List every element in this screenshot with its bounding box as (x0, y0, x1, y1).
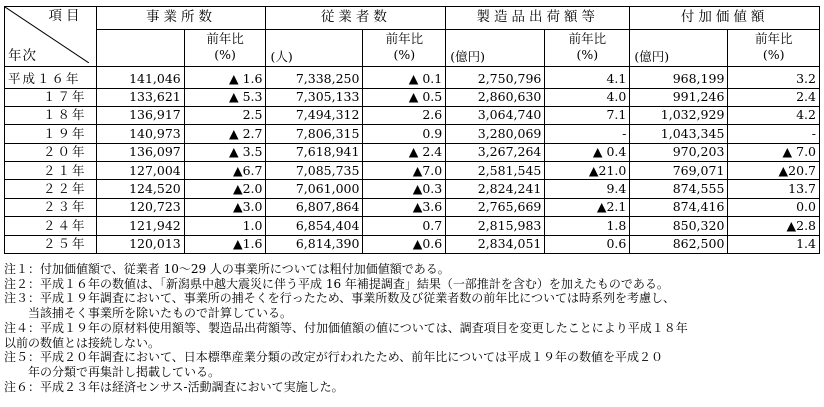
value-cell: 968,199 (630, 67, 728, 88)
value-cell: 3.2 (728, 67, 820, 88)
value-cell: 1.0 (184, 217, 266, 235)
value-cell: 7,806,315 (266, 125, 363, 143)
value-cell: 1,043,345 (630, 125, 728, 143)
value-cell: 7,085,735 (266, 162, 363, 180)
table-row (5, 143, 820, 161)
year-cell: 平成１６年 (5, 67, 97, 88)
subheader-yoy: 前年比 (%) (728, 30, 820, 67)
subheader-unit: (人) (266, 30, 363, 67)
value-cell: 136,097 (96, 143, 184, 161)
value-cell: 7.1 (545, 107, 630, 125)
subheader-unit (96, 30, 184, 67)
header-shipments: 製造品出荷額等 (446, 7, 630, 30)
value-cell: ▲20.7 (728, 162, 820, 180)
value-cell: 0.9 (363, 125, 446, 143)
value-cell: ▲21.0 (545, 162, 630, 180)
table-row (5, 88, 820, 106)
value-cell: 6,854,404 (266, 217, 363, 235)
value-cell: ▲ 0.4 (545, 143, 630, 161)
value-cell: 4.0 (545, 88, 630, 106)
value-cell: 120,013 (96, 235, 184, 253)
value-cell: ▲2.1 (545, 198, 630, 216)
value-cell: 0.0 (728, 198, 820, 216)
year-cell: ２５年 (5, 235, 97, 253)
value-cell: ▲ 0.5 (363, 88, 446, 106)
table-row (5, 235, 820, 253)
value-cell: 874,416 (630, 198, 728, 216)
value-cell: 2,815,983 (446, 217, 545, 235)
year-cell: ２２年 (5, 180, 97, 198)
value-cell: ▲ 5.3 (184, 88, 266, 106)
corner-year-label: 年次 (8, 47, 37, 64)
value-cell: 7,618,941 (266, 143, 363, 161)
value-cell: 120,723 (96, 198, 184, 216)
subheader-unit: (億円) (446, 30, 545, 67)
year-cell: ２０年 (5, 143, 97, 161)
corner-cell (5, 7, 97, 67)
value-cell: 1,032,929 (630, 107, 728, 125)
value-cell: 124,520 (96, 180, 184, 198)
value-cell: 991,246 (630, 88, 728, 106)
value-cell: ▲ 3.5 (184, 143, 266, 161)
value-cell: 2,765,669 (446, 198, 545, 216)
value-cell: 1.8 (545, 217, 630, 235)
header-establishments: 事業所数 (96, 7, 266, 30)
value-cell: ▲2.8 (728, 217, 820, 235)
value-cell: 3,280,069 (446, 125, 545, 143)
header-employees: 従業者数 (266, 7, 446, 30)
footnote-line: 注２：平成１６年の数値は、「新潟県中越大震災に伴う平成 16 年補提調査」結果（一部推計を含む）を加えたものである。 (4, 276, 669, 291)
subheader-yoy: 前年比 (%) (184, 30, 266, 67)
subheader-yoy: 前年比 (%) (363, 30, 446, 67)
value-cell: ▲ 1.6 (184, 67, 266, 88)
value-cell: 7,305,133 (266, 88, 363, 106)
value-cell: 6,807,864 (266, 198, 363, 216)
value-cell: ▲3.6 (363, 198, 446, 216)
value-cell: 2,860,630 (446, 88, 545, 106)
value-cell: 2,750,796 (446, 67, 545, 88)
value-cell: 133,621 (96, 88, 184, 106)
value-cell: 4.1 (545, 67, 630, 88)
value-cell: 862,500 (630, 235, 728, 253)
year-cell: １７年 (5, 88, 97, 106)
table-row (5, 198, 820, 216)
year-cell: ２３年 (5, 198, 97, 216)
footnote-line: 注５：平成２０年調査において、日本標準産業分類の改定が行われたため、前年比については平成１９年の数値を平成２０ (4, 350, 664, 365)
value-cell: ▲ 7.0 (728, 143, 820, 161)
value-cell: 7,338,250 (266, 67, 363, 88)
value-cell: 2,834,051 (446, 235, 545, 253)
value-cell: 7,494,312 (266, 107, 363, 125)
statistics-table (4, 6, 820, 254)
value-cell: ▲0.3 (363, 180, 446, 198)
value-cell: - (728, 125, 820, 143)
footnote-line: 注６：平成２３年は経済センサス‐活動調査において実施した。 (4, 379, 344, 394)
footnote-line: 当該捕そく事業所を除いたもので計算している。 (4, 306, 293, 321)
table-row (5, 67, 820, 88)
footnote-line: 以前の数値とは接続しない。 (4, 335, 161, 350)
footnotes (4, 262, 820, 394)
value-cell: ▲7.0 (363, 162, 446, 180)
footnote-line: 年の分類で再集計し掲載している。 (4, 364, 221, 379)
value-cell: 136,917 (96, 107, 184, 125)
value-cell: ▲0.6 (363, 235, 446, 253)
header-value-added: 付加価値額 (630, 7, 820, 30)
value-cell: 6,814,390 (266, 235, 363, 253)
subheader-yoy: 前年比 (%) (545, 30, 630, 67)
value-cell: 850,320 (630, 217, 728, 235)
year-cell: ２１年 (5, 162, 97, 180)
value-cell: 2.5 (184, 107, 266, 125)
value-cell: 4.2 (728, 107, 820, 125)
corner-item-label: 項目 (48, 8, 84, 24)
value-cell: 769,071 (630, 162, 728, 180)
value-cell: 3,267,264 (446, 143, 545, 161)
value-cell: 127,004 (96, 162, 184, 180)
value-cell: 121,942 (96, 217, 184, 235)
value-cell: - (545, 125, 630, 143)
value-cell: 140,973 (96, 125, 184, 143)
value-cell: 9.4 (545, 180, 630, 198)
year-cell: １９年 (5, 125, 97, 143)
footnote-line: 注４：平成１９年の原材料使用額等、製造品出荷額等、付加価値額の値については、調査項目を変更したことにより平成１８年 (4, 320, 688, 335)
table-header (5, 7, 820, 67)
value-cell: ▲6.7 (184, 162, 266, 180)
value-cell: 13.7 (728, 180, 820, 198)
value-cell: ▲3.0 (184, 198, 266, 216)
value-cell: 0.7 (363, 217, 446, 235)
subheader-unit: (億円) (630, 30, 728, 67)
value-cell: 1.4 (728, 235, 820, 253)
value-cell: 970,203 (630, 143, 728, 161)
value-cell: 3,064,740 (446, 107, 545, 125)
footnote-line: 注３：平成１９年調査において、事業所の捕そくを行ったため、事業所数及び従業者数の前年比については時系列を考慮し、 (4, 291, 676, 306)
table-row (5, 162, 820, 180)
year-cell: ２４年 (5, 217, 97, 235)
table-row (5, 107, 820, 125)
value-cell: ▲ 2.7 (184, 125, 266, 143)
table-row (5, 125, 820, 143)
value-cell: 7,061,000 (266, 180, 363, 198)
value-cell: 2,581,545 (446, 162, 545, 180)
footnote-line: 注１：付加価値額で、従業者 10～29 人の事業所については粗付加価値額である。 (4, 262, 450, 276)
value-cell: 141,046 (96, 67, 184, 88)
value-cell: 874,555 (630, 180, 728, 198)
year-cell: １８年 (5, 107, 97, 125)
value-cell: 2.6 (363, 107, 446, 125)
value-cell: ▲ 0.1 (363, 67, 446, 88)
value-cell: 2.4 (728, 88, 820, 106)
table-body (5, 67, 820, 254)
value-cell: 0.6 (545, 235, 630, 253)
table-row (5, 217, 820, 235)
table-row (5, 180, 820, 198)
value-cell: ▲ 2.4 (363, 143, 446, 161)
value-cell: ▲1.6 (184, 235, 266, 253)
value-cell: 2,824,241 (446, 180, 545, 198)
value-cell: ▲2.0 (184, 180, 266, 198)
